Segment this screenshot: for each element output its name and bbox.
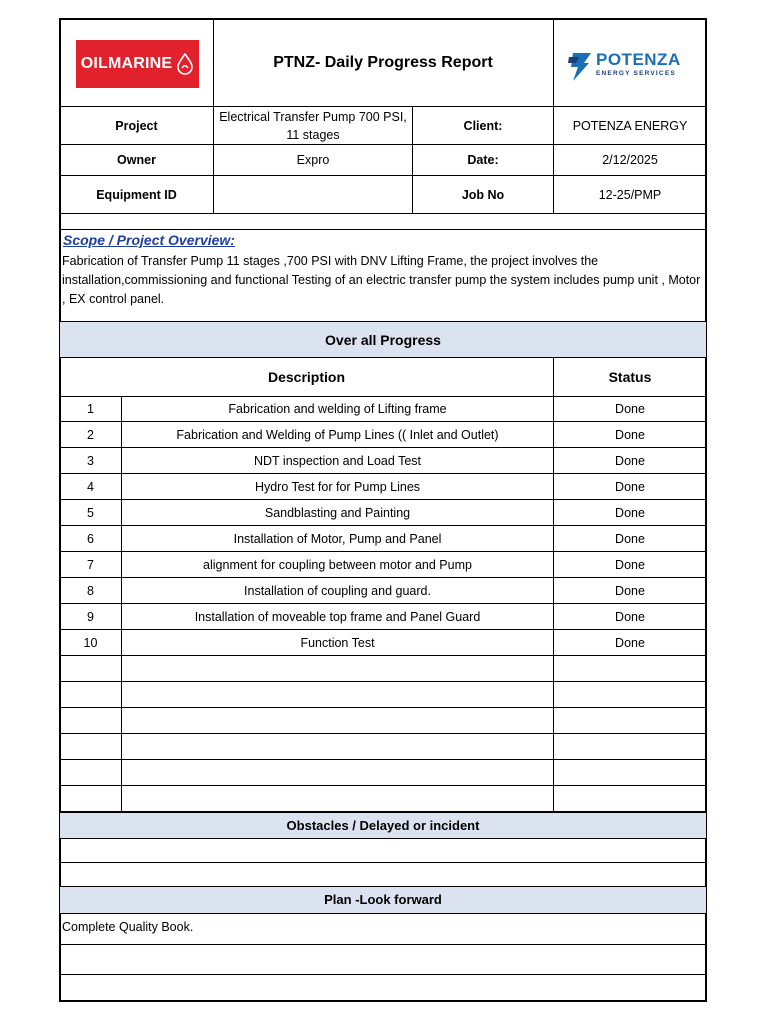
grid-line [60,838,706,839]
equipment-id-value [214,176,412,213]
table-row [60,786,706,812]
potenza-bolt-icon [567,51,593,83]
job-no-value: 12-25/PMP [598,187,662,202]
row-number: 4 [87,479,94,494]
row-number [60,734,121,759]
row-number: 6 [87,531,94,546]
plan-text: Complete Quality Book. [62,920,194,934]
row-status: Done [615,453,645,468]
obstacles-title: Obstacles / Delayed or incident [286,817,480,833]
table-row [60,630,706,656]
row-description: Fabrication and welding of Lifting frame [228,402,447,416]
table-row [60,500,706,526]
row-number: 8 [87,583,94,598]
row-status: Done [615,402,645,416]
row-status: Done [615,609,645,624]
row-number: 2 [87,427,94,442]
project-value: Electrical Transfer Pump 700 PSI, 11 stages [219,109,407,142]
table-row [60,552,706,578]
table-row [60,682,706,708]
potenza-logo-tagline: ENERGY SERVICES [596,70,676,77]
row-status [554,760,706,785]
row-status: Done [615,427,645,442]
client-label: Client: [463,118,503,133]
grid-line [60,229,706,230]
row-description: Installation of moveable top frame and Panel Guard [194,609,481,624]
row-number [60,682,121,707]
row-status: Done [615,557,645,572]
row-number [60,760,121,785]
row-description [122,656,553,681]
row-description: Installation of Motor, Pump and Panel [233,531,442,546]
grid-line [60,944,706,945]
row-description [122,708,553,733]
table-row [60,656,706,682]
row-number [60,708,121,733]
row-number: 9 [87,609,94,624]
table-row [60,422,706,448]
potenza-logo-name: POTENZA [596,50,681,69]
row-description: Function Test [300,635,375,650]
row-status: Done [615,505,645,520]
row-status [554,708,706,733]
row-number: 5 [87,505,94,520]
row-description [122,760,553,785]
row-description [122,786,553,811]
table-row [60,734,706,760]
row-status [554,786,706,811]
grid-line [60,862,706,863]
row-description: alignment for coupling between motor and Pump [203,557,472,572]
project-label: Project [115,118,158,133]
grid-line [60,913,706,914]
row-description: NDT inspection and Load Test [253,453,421,468]
row-description: Fabrication and Welding of Pump Lines (( Inlet and Outlet) [176,427,499,442]
row-number: 7 [87,557,94,572]
row-status [554,656,706,681]
progress-section-title: Over all Progress [325,331,441,348]
row-status: Done [615,583,645,598]
description-header: Description [267,369,345,385]
row-number: 3 [87,453,94,468]
page-title: PTNZ- Daily Progress Report [273,54,493,71]
row-description: Installation of coupling and guard. [244,583,431,598]
owner-value: Expro [296,153,330,167]
flame-drop-icon [176,53,194,75]
row-description: Sandblasting and Painting [264,505,411,520]
row-number [60,786,121,811]
table-row [60,760,706,786]
grid-line [60,974,706,975]
row-number: 10 [83,635,98,650]
table-row [60,604,706,630]
row-description [122,734,553,759]
scope-title: Scope / Project Overview: [63,232,235,248]
grid-line [60,213,706,214]
oilmarine-logo-text: OILMARINE [80,55,173,72]
owner-label: Owner [117,153,156,167]
row-status [554,682,706,707]
row-status [554,734,706,759]
row-description: Hydro Test for for Pump Lines [254,479,421,494]
oilmarine-logo [76,40,199,88]
table-row [60,397,706,422]
row-status: Done [615,635,645,650]
table-row [60,526,706,552]
table-row [60,474,706,500]
client-value: POTENZA ENERGY [572,118,688,133]
equipment-id-label: Equipment ID [96,187,177,202]
plan-title: Plan -Look forward [324,892,442,907]
job-no-label: Job No [461,187,505,202]
table-row [60,448,706,474]
row-number: 1 [87,402,94,416]
row-status: Done [615,531,645,546]
table-row [60,578,706,604]
row-status: Done [615,479,645,494]
status-header: Status [608,369,652,385]
row-description [122,682,553,707]
row-number [60,656,121,681]
date-label: Date: [467,153,499,167]
table-row [60,708,706,734]
date-value: 2/12/2025 [602,153,658,167]
scope-text: Fabrication of Transfer Pump 11 stages ,700 PSI with DNV Lifting Frame, the project involves the installation,commissioning and functional Testing of an electric transfer pump the system includes pump unit , Motor , EX control panel. [62,254,701,306]
